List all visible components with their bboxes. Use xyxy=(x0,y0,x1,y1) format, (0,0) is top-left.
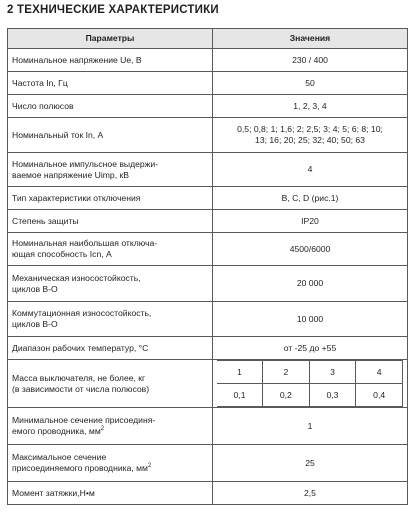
param-line: ваемое напряжение Uimp, кВ xyxy=(12,169,129,180)
param-cell: Степень защиты xyxy=(8,210,213,233)
table-row xyxy=(8,302,408,337)
table-row xyxy=(8,408,408,445)
value-line: 13; 16; 20; 25; 32; 40; 50; 63 xyxy=(255,135,365,145)
value-line: 0,5; 0,8; 1; 1,6; 2; 2,5; 3; 4; 5; 6; 8; 10; xyxy=(237,124,383,134)
table-row xyxy=(8,49,408,72)
param-text: присоединяемого проводника, мм xyxy=(12,463,148,473)
param-line xyxy=(12,463,208,474)
table-header-row xyxy=(8,29,408,49)
mass-value: 0,3 xyxy=(309,384,356,407)
section-title: 2 ТЕХНИЧЕСКИЕ ХАРАКТЕРИСТИКИ xyxy=(7,4,219,16)
mass-value: 0,4 xyxy=(356,384,403,407)
param-cell: Диапазон рабочих температур, °С xyxy=(8,337,213,360)
param-cell: Номинальный ток In, А xyxy=(8,118,213,153)
param-line: циклов В-О xyxy=(12,319,58,329)
table-row xyxy=(8,266,408,302)
table-row xyxy=(8,118,408,153)
mass-row xyxy=(217,384,403,407)
param-line xyxy=(12,426,208,437)
param-cell: Частота In, Гц xyxy=(8,72,213,95)
param-cell xyxy=(8,153,213,187)
value-cell: 1 xyxy=(213,408,408,445)
spec-table xyxy=(7,28,408,505)
header-value: Значения xyxy=(213,29,408,49)
param-line: Максимальное сечение xyxy=(12,452,107,462)
table-row xyxy=(8,72,408,95)
param-cell: Момент затяжки,Н•м xyxy=(8,482,213,505)
param-cell: Тип характеристики отключения xyxy=(8,187,213,210)
table-row xyxy=(8,187,408,210)
value-cell xyxy=(213,118,408,153)
table-row xyxy=(8,210,408,233)
table-row xyxy=(8,337,408,360)
value-cell: 230 / 400 xyxy=(213,49,408,72)
param-text: емого проводника, мм xyxy=(12,426,101,436)
param-cell xyxy=(8,302,213,337)
poles-row xyxy=(217,361,403,384)
pole-count: 1 xyxy=(217,361,263,384)
value-cell: от -25 до +55 xyxy=(213,337,408,360)
param-line: Коммутационная износостойкость, xyxy=(12,308,152,318)
value-cell: IP20 xyxy=(213,210,408,233)
table-row xyxy=(8,233,408,266)
pole-count: 2 xyxy=(263,361,310,384)
param-line: Номинальная наибольшая отключа- xyxy=(12,238,158,248)
table-row xyxy=(8,482,408,505)
param-line: ющая способность Icn, А xyxy=(12,249,112,259)
param-cell: Число полюсов xyxy=(8,95,213,118)
param-line: (в зависимости от числа полюсов) xyxy=(12,383,150,394)
table-row xyxy=(8,445,408,482)
pole-count: 3 xyxy=(309,361,356,384)
param-cell xyxy=(8,445,213,482)
param-cell xyxy=(8,266,213,302)
param-line: Минимальное сечение присоединя- xyxy=(12,415,156,425)
table-row xyxy=(8,360,408,408)
header-param: Параметры xyxy=(8,29,213,49)
value-cell: 1, 2, 3, 4 xyxy=(213,95,408,118)
param-line: Механическая износостойкость, xyxy=(12,272,141,283)
table-row xyxy=(8,95,408,118)
param-line: Номинальное импульсное выдержи- xyxy=(12,158,159,169)
param-line: Масса выключателя, не более, кг xyxy=(12,372,146,383)
superscript: 2 xyxy=(147,463,152,470)
param-line: циклов В-О xyxy=(12,283,58,294)
value-cell: 25 xyxy=(213,445,408,482)
param-cell xyxy=(8,233,213,266)
value-cell: 2,5 xyxy=(213,482,408,505)
param-cell xyxy=(8,408,213,445)
value-cell: 4 xyxy=(213,153,408,187)
mass-cell xyxy=(213,360,408,408)
table-row xyxy=(8,153,408,187)
param-cell xyxy=(8,360,213,408)
pole-count: 4 xyxy=(356,361,403,384)
value-cell: 4500/6000 xyxy=(213,233,408,266)
value-cell: 20 000 xyxy=(213,266,408,302)
mass-value: 0,1 xyxy=(217,384,263,407)
mass-subtable xyxy=(217,360,403,407)
value-cell: B, C, D (рис.1) xyxy=(213,187,408,210)
value-cell: 10 000 xyxy=(213,302,408,337)
superscript: 2 xyxy=(100,426,105,433)
param-cell: Номинальное напряжение Ue, В xyxy=(8,49,213,72)
mass-value: 0,2 xyxy=(263,384,310,407)
value-cell: 50 xyxy=(213,72,408,95)
